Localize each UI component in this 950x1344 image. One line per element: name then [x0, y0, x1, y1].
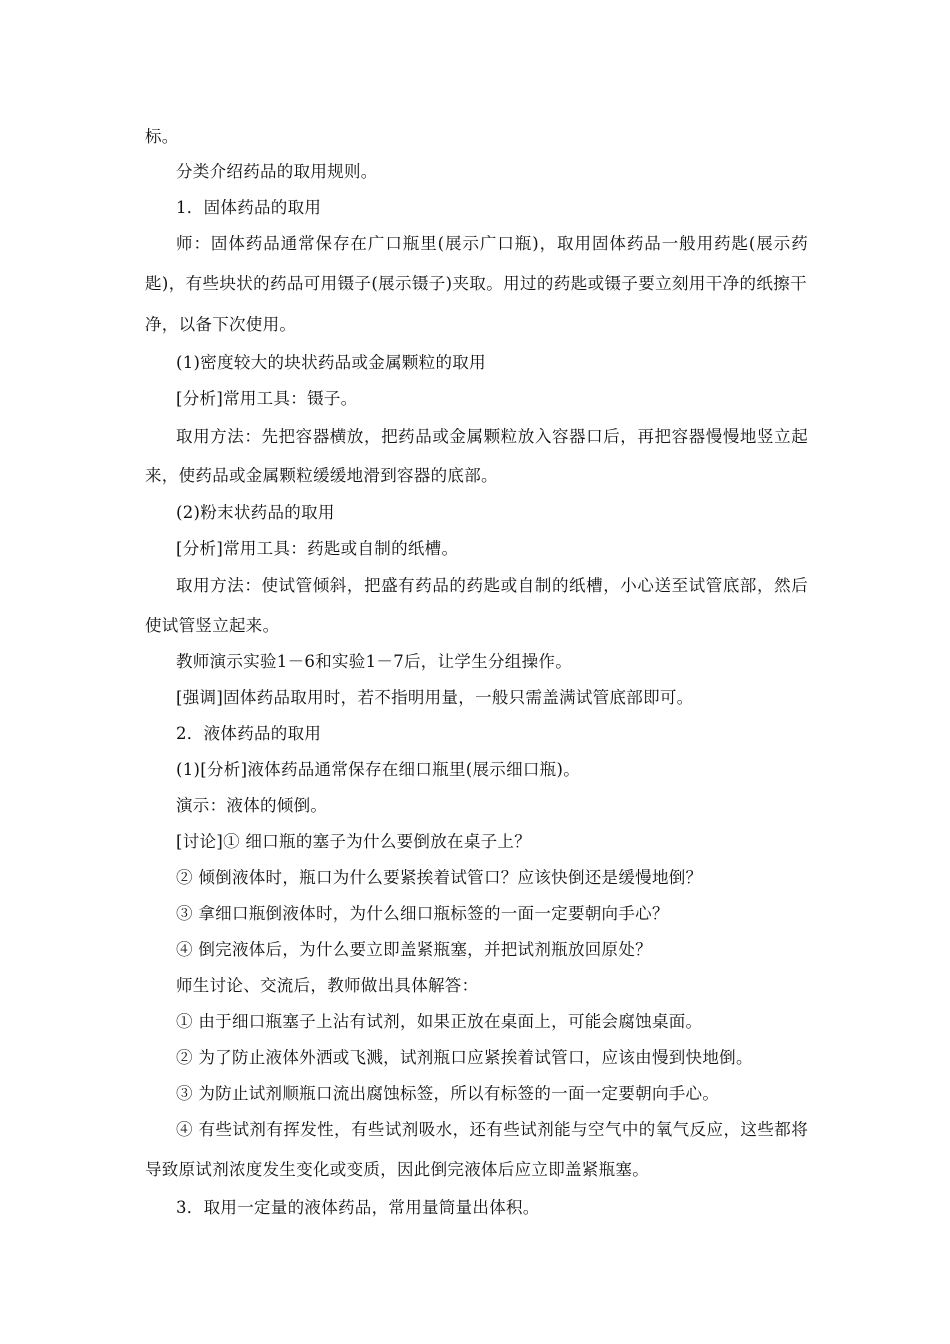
text-line: ③ 拿细口瓶倒液体时，为什么细口瓶标签的一面一定要朝向手心？: [176, 904, 669, 923]
text-line: (1)密度较大的块状药品或金属颗粒的取用: [176, 353, 486, 372]
text-line: [分析]常用工具：镊子。: [176, 389, 358, 408]
section-heading: 2．液体药品的取用: [176, 724, 322, 743]
text-line: 演示：液体的倾倒。: [176, 796, 328, 815]
text-line: 匙)，有些块状的药品可用镊子(展示镊子)夹取。用过的药匙或镊子要立刻用干净的纸擦干: [145, 274, 807, 293]
text-line: 取用方法：先把容器横放，把药品或金属颗粒放入容器口后，再把容器慢慢地竖立起: [176, 427, 808, 446]
section-heading: 1．固体药品的取用: [176, 198, 322, 217]
text-line: 使试管竖立起来。: [145, 616, 280, 635]
text-line: 教师演示实验1－6和实验1－7后，让学生分组操作。: [176, 652, 572, 671]
text-line: ③ 为防止试剂顺瓶口流出腐蚀标签，所以有标签的一面一定要朝向手心。: [176, 1084, 720, 1103]
text-line: [强调]固体药品取用时，若不指明用量，一般只需盖满试管底部即可。: [176, 688, 694, 707]
text-line: 分类介绍药品的取用规则。: [176, 162, 378, 181]
text-line: 来，使药品或金属颗粒缓缓地滑到容器的底部。: [145, 466, 498, 485]
text-line: 师生讨论、交流后，教师做出具体解答：: [176, 976, 479, 995]
text-line: [讨论]① 细口瓶的塞子为什么要倒放在桌子上？: [176, 832, 532, 851]
text-line: 净，以备下次使用。: [145, 315, 297, 334]
text-line: 取用方法：使试管倾斜，把盛有药品的药匙或自制的纸槽，小心送至试管底部，然后: [176, 576, 808, 595]
text-line: ④ 有些试剂有挥发性，有些试剂吸水，还有些试剂能与空气中的氧气反应，这些都将: [176, 1120, 808, 1139]
text-line: ② 倾倒液体时，瓶口为什么要紧挨着试管口？应该快倒还是缓慢地倒？: [176, 868, 703, 887]
text-line: (1)[分析]液体药品通常保存在细口瓶里(展示细口瓶)。: [176, 760, 581, 779]
text-line: ① 由于细口瓶塞子上沾有试剂，如果正放在桌面上，可能会腐蚀桌面。: [176, 1012, 703, 1031]
text-line: 师：固体药品通常保存在广口瓶里(展示广口瓶)，取用固体药品一般用药匙(展示药: [176, 234, 808, 253]
text-line: ④ 倒完液体后，为什么要立即盖紧瓶塞，并把试剂瓶放回原处？: [176, 940, 652, 959]
text-line: [分析]常用工具：药匙或自制的纸槽。: [176, 539, 459, 558]
text-line: ② 为了防止液体外洒或飞溅，试剂瓶口应紧挨着试管口，应该由慢到快地倒。: [176, 1048, 753, 1067]
text-line: (2)粉末状药品的取用: [176, 503, 335, 522]
text-line: 导致原试剂浓度发生变化或变质，因此倒完液体后应立即盖紧瓶塞。: [145, 1160, 649, 1179]
text-line: 标。: [145, 127, 179, 146]
section-heading: 3．取用一定量的液体药品，常用量筒量出体积。: [176, 1198, 540, 1217]
